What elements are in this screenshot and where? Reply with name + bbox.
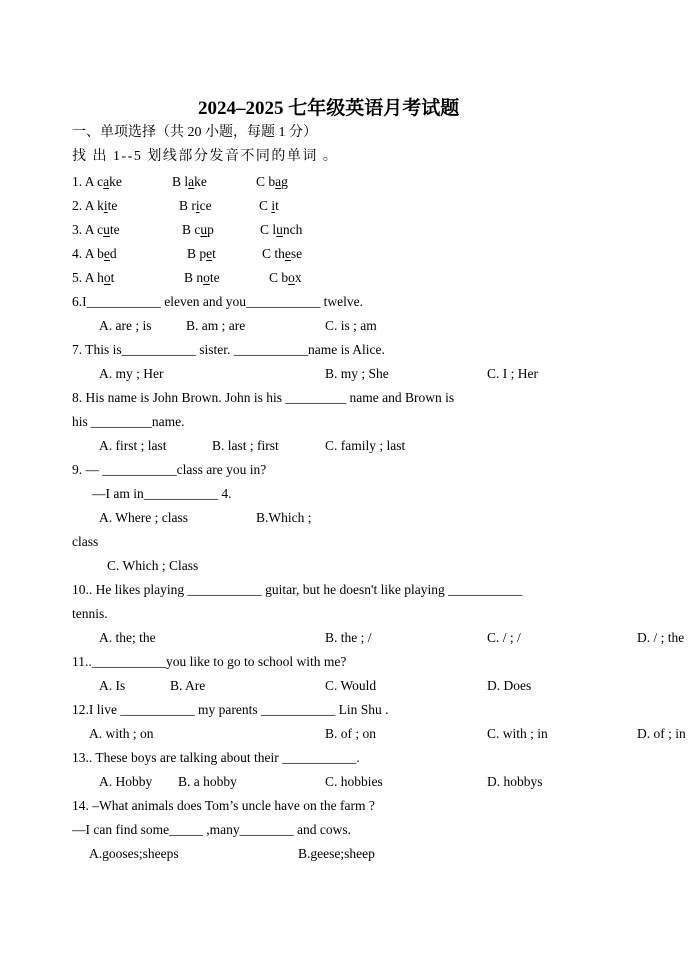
page-title: 2024–2025 七年级英语月考试题: [198, 98, 460, 119]
word-part: n: [196, 270, 204, 285]
underlined-letter: e: [206, 246, 213, 261]
word-part: r: [191, 198, 196, 213]
phonics-row: [72, 246, 302, 262]
word-part: l: [184, 174, 189, 189]
phonics-row: [72, 222, 302, 238]
question-number: 5. A: [72, 270, 98, 285]
option-a: A.gooses;sheeps: [89, 846, 179, 861]
underlined-letter: a: [188, 174, 195, 189]
word-part: te: [107, 198, 118, 213]
option-c: C. is ; am: [325, 318, 377, 333]
underlined-letter: a: [275, 174, 282, 189]
option-b: B. last ; first: [212, 438, 279, 453]
option-b: B. am ; are: [186, 318, 246, 333]
question-stem-continued: his _________name.: [72, 414, 185, 429]
question-number: 1. A: [72, 174, 98, 189]
option-b: B.Which ;: [256, 510, 312, 525]
option-label: C: [262, 246, 275, 261]
underlined-letter: e: [284, 246, 291, 261]
word-part: g: [281, 174, 288, 189]
option-b-wrap: class: [72, 534, 99, 549]
option-a: A. first ; last: [99, 438, 167, 453]
word-part: b: [281, 270, 289, 285]
option-a: A. are ; is: [99, 318, 152, 333]
word-part: ke: [194, 174, 207, 189]
question-stem-continued: tennis.: [72, 606, 108, 621]
underlined-letter: u: [103, 222, 110, 237]
word-part: se: [290, 246, 303, 261]
underlined-letter: o: [288, 270, 295, 285]
option-c: C. with ; in: [487, 726, 548, 741]
option-d: [637, 630, 688, 646]
option-b: B. a hobby: [178, 774, 237, 789]
underlined-letter: a: [103, 174, 110, 189]
question-stem: 9. — ___________class are you in?: [72, 462, 267, 477]
word-part: nch: [282, 222, 303, 237]
option-d: D. hobbys: [487, 774, 543, 789]
word-part: c: [194, 222, 201, 237]
word-part: ke: [109, 174, 122, 189]
question-stem: 7. This is___________ sister. ___________name is Alice.: [72, 342, 385, 357]
option-c: C. / ; /: [487, 630, 521, 645]
word-part: d: [109, 246, 117, 261]
option-label: C: [256, 174, 269, 189]
word-part: ce: [199, 198, 212, 213]
underlined-letter: u: [276, 222, 283, 237]
word-part: p: [207, 222, 214, 237]
word-part: t: [275, 198, 279, 213]
option-b: B.geese;sheep: [298, 846, 375, 861]
word-part: b: [97, 246, 104, 261]
option-b: B. the ; /: [325, 630, 372, 645]
option-c: C. Which ; Class: [107, 558, 199, 573]
word-part: te: [209, 270, 220, 285]
underlined-letter: i: [103, 198, 108, 213]
option-c: C. Would: [325, 678, 377, 693]
underlined-letter: o: [103, 270, 111, 285]
question-number: 3. A: [72, 222, 98, 237]
option-b: B. Are: [170, 678, 206, 693]
option-c: C. family ; last: [325, 438, 406, 453]
option-d-text: D. / ; the: [637, 630, 685, 645]
underlined-letter: o: [203, 270, 210, 285]
question-number: 2. A: [72, 198, 98, 213]
word-part: p: [199, 246, 207, 261]
question-stem: 6.I___________ eleven and you___________ twelve.: [72, 294, 363, 309]
option-label: B: [187, 246, 200, 261]
word-part: k: [97, 198, 104, 213]
option-a: A. the; the: [99, 630, 156, 645]
question-stem: 12.I live ___________ my parents ___________ Lin Shu .: [72, 702, 389, 717]
underlined-letter: i: [195, 198, 200, 213]
option-b: B. of ; on: [325, 726, 377, 741]
word-part: x: [294, 270, 302, 285]
option-c: C. hobbies: [325, 774, 383, 789]
question-answer-line: —I am in___________ 4.: [92, 486, 232, 501]
option-d-text: D. of ; in: [637, 726, 686, 741]
word-part: h: [97, 270, 104, 285]
word-part: c: [97, 174, 104, 189]
phonics-row: [72, 270, 302, 286]
word-part: te: [109, 222, 120, 237]
word-part: b: [268, 174, 276, 189]
word-part: t: [212, 246, 216, 261]
option-label: B: [184, 270, 197, 285]
phonics-row: [72, 198, 279, 214]
underlined-letter: e: [103, 246, 110, 261]
option-label: B: [172, 174, 185, 189]
option-a: A. with ; on: [89, 726, 154, 741]
question-number: 4. A: [72, 246, 98, 261]
option-a: A. Where ; class: [99, 510, 188, 525]
option-label: B: [182, 222, 195, 237]
question-answer-line: —I can find some_____ ,many________ and cows.: [72, 822, 351, 837]
question-stem: 13.. These boys are talking about their ___________.: [72, 750, 360, 765]
option-a: A. Hobby: [99, 774, 153, 789]
option-label: C: [260, 222, 273, 237]
word-part: th: [274, 246, 285, 261]
option-label: C: [259, 198, 272, 213]
option-c: C. I ; Her: [487, 366, 538, 381]
phonics-row: [72, 174, 288, 190]
question-stem: 10.. He likes playing ___________ guitar, but he doesn't like playing ___________: [72, 582, 523, 597]
word-part: l: [272, 222, 277, 237]
option-b: B. my ; She: [325, 366, 389, 381]
option-a: A. my ; Her: [99, 366, 164, 381]
section-heading: 一、单项选择（共 20 小题，每题 1 分）: [72, 125, 317, 140]
question-stem: 11..___________you like to go to school with me?: [72, 654, 347, 669]
option-label: B: [179, 198, 192, 213]
question-stem: 14. –What animals does Tom’s uncle have on the farm ?: [72, 798, 375, 813]
option-d: D. Does: [487, 678, 532, 693]
underlined-letter: i: [271, 198, 276, 213]
option-d: [637, 726, 688, 742]
question-stem: 8. His name is John Brown. John is his _________ name and Brown is: [72, 390, 455, 405]
instruction-text: 找 出 1--5 划线部分发音不同的单词 。: [72, 149, 339, 164]
underlined-letter: u: [200, 222, 208, 237]
option-label: C: [269, 270, 282, 285]
word-part: t: [110, 270, 115, 285]
option-a: A. Is: [99, 678, 126, 693]
word-part: c: [97, 222, 104, 237]
